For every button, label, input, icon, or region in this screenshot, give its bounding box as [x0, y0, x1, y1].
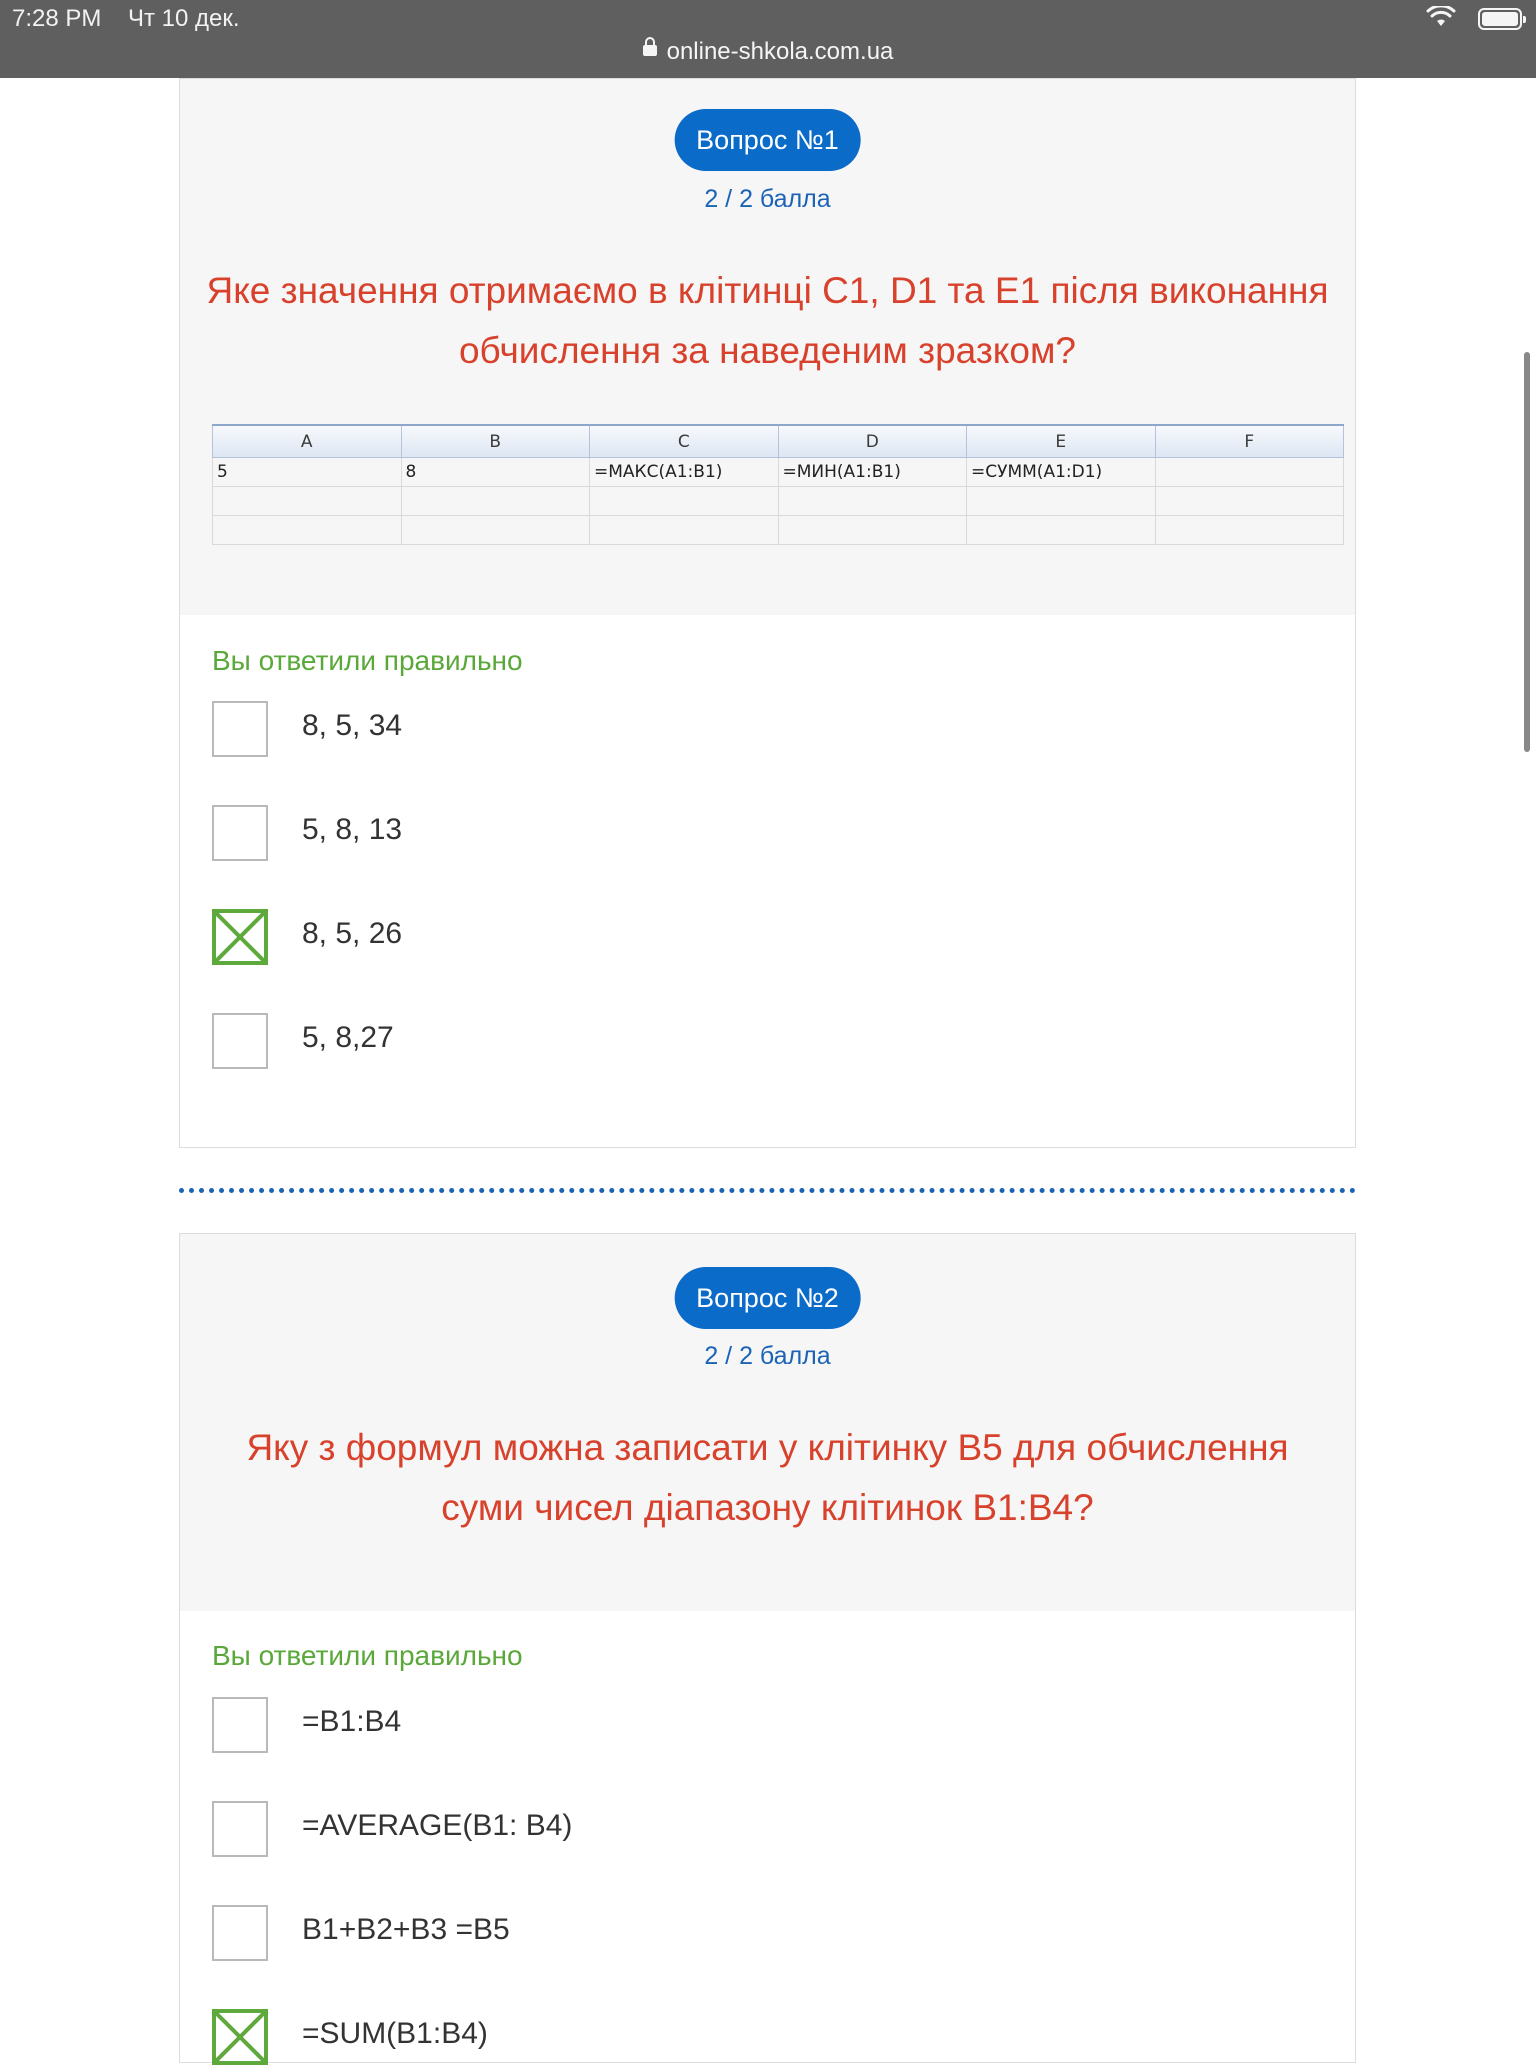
- option-label: B1+B2+B3 =B5: [302, 1913, 510, 1946]
- lock-icon: [643, 45, 657, 56]
- spreadsheet-header-row: [213, 425, 1344, 458]
- option-label: =B1:B4: [302, 1705, 402, 1738]
- option-label: =SUM(B1:B4): [302, 2017, 488, 2050]
- scrollbar[interactable]: [1524, 352, 1530, 752]
- spreadsheet-cell: 5: [213, 458, 402, 487]
- url-text: online-shkola.com.ua: [666, 38, 894, 65]
- spreadsheet-cell: =МИН(A1:B1): [778, 458, 967, 487]
- spreadsheet-cell: [401, 516, 590, 545]
- checkbox[interactable]: [212, 805, 268, 861]
- cross-check-icon: [216, 2013, 264, 2061]
- question-score: 2 / 2 балла: [704, 1342, 831, 1370]
- checkbox[interactable]: [212, 1697, 268, 1753]
- spreadsheet-row: [213, 487, 1344, 516]
- dotted-separator: [179, 1188, 1356, 1193]
- column-header: B: [401, 425, 590, 458]
- answer-result: Вы ответили правильно: [212, 1640, 523, 1671]
- spreadsheet-cell: [401, 487, 590, 516]
- checkbox[interactable]: [212, 1801, 268, 1857]
- spreadsheet-row: [213, 516, 1344, 545]
- spreadsheet-cell: [213, 487, 402, 516]
- column-header: F: [1155, 425, 1344, 458]
- column-header: E: [967, 425, 1156, 458]
- status-time: 7:28 PM: [12, 5, 102, 32]
- address-bar[interactable]: [0, 38, 1536, 66]
- question-card-1: [179, 78, 1356, 1148]
- spreadsheet-cell: [967, 516, 1156, 545]
- spreadsheet-cell: [1155, 516, 1344, 545]
- spreadsheet-cell: [967, 487, 1156, 516]
- option-label: 5, 8,27: [302, 1021, 394, 1054]
- question-badge: Вопрос №1: [674, 109, 861, 171]
- spreadsheet-cell: [778, 516, 967, 545]
- checkbox[interactable]: [212, 701, 268, 757]
- spreadsheet-row: [213, 458, 1344, 487]
- spreadsheet-cell: =СУММ(A1:D1): [967, 458, 1156, 487]
- checkbox-checked[interactable]: [212, 2009, 268, 2065]
- column-header: A: [213, 425, 402, 458]
- option-label: 8, 5, 34: [302, 709, 403, 742]
- spreadsheet-cell: [590, 487, 779, 516]
- checkbox[interactable]: [212, 1905, 268, 1961]
- battery-icon: [1478, 8, 1522, 30]
- question-text: Яку з формул можна записати у клітинку B5 для обчислення суми чисел діапазону клітинок B1:B4?: [246, 1427, 1289, 1528]
- spreadsheet-cell: =МАКС(A1:B1): [590, 458, 779, 487]
- option-label: 8, 5, 26: [302, 917, 403, 950]
- checkbox-checked[interactable]: [212, 909, 268, 965]
- column-header: D: [778, 425, 967, 458]
- spreadsheet-image: [212, 424, 1344, 546]
- wifi-icon: [1426, 6, 1456, 28]
- question-score: 2 / 2 балла: [704, 185, 831, 213]
- spreadsheet-cell: [590, 516, 779, 545]
- question-badge: Вопрос №2: [674, 1267, 861, 1329]
- spreadsheet-cell: [1155, 458, 1344, 487]
- option-label: 5, 8, 13: [302, 813, 403, 846]
- question-text: Яке значення отримаємо в клітинці C1, D1 та E1 після виконання обчислення за наведеним зразком?: [206, 270, 1329, 371]
- cross-check-icon: [216, 913, 264, 961]
- question-header: [180, 1234, 1355, 1611]
- question-card-2: [179, 1233, 1356, 2063]
- spreadsheet-cell: [778, 487, 967, 516]
- column-header: C: [590, 425, 779, 458]
- spreadsheet-cell: [1155, 487, 1344, 516]
- checkbox[interactable]: [212, 1013, 268, 1069]
- spreadsheet-cell: [213, 516, 402, 545]
- spreadsheet-cell: 8: [401, 458, 590, 487]
- question-header: [180, 79, 1355, 615]
- status-bar: [0, 0, 1536, 78]
- option-label: =AVERAGE(B1: B4): [302, 1809, 573, 1842]
- status-date: Чт 10 дек.: [128, 5, 240, 32]
- answer-result: Вы ответили правильно: [212, 645, 523, 676]
